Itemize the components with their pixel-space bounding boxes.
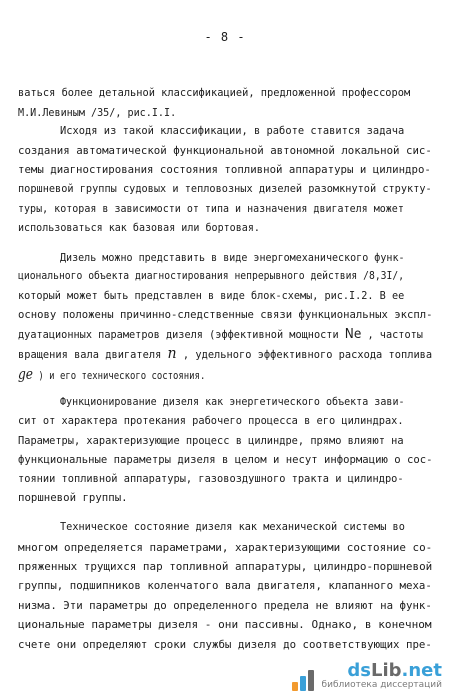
text-line [18, 289, 404, 303]
watermark-subtitle: библиотека диссертаций [321, 680, 442, 690]
text-line [18, 86, 410, 100]
text-line [18, 367, 205, 383]
text-line [18, 541, 432, 555]
watermark-logo [292, 662, 442, 691]
text-line [60, 395, 405, 409]
text-segment: , удельного эффективного расхода топлива [176, 348, 433, 361]
text-line [18, 269, 404, 283]
text-line [18, 221, 260, 235]
text-segment: Дизель можно представить в виде энергомеханического функ- [60, 251, 405, 264]
text-segment: , частоты [361, 328, 423, 341]
text-segment: вращения вала двигателя [18, 348, 168, 361]
text-segment: основу положены причинно-следственные связи функциональных экспл- [18, 308, 433, 321]
text-line [18, 434, 404, 448]
text-segment: туры, которая в зависимости от типа и назначения двигателя может [18, 202, 404, 215]
text-segment: функциональные параметры дизеля в целом и несут информацию о сос- [18, 453, 433, 466]
text-segment: ) и его технического состояния. [33, 369, 206, 382]
text-line [18, 144, 432, 158]
text-line [18, 638, 432, 652]
text-line [18, 491, 128, 505]
text-segment: тоянии топливной аппаратуры, газовоздушного тракта и цилиндро- [18, 472, 404, 485]
text-segment: Параметры, характеризующие процесс в цилиндре, прямо влияют на [18, 434, 404, 447]
text-line [18, 202, 404, 216]
text-line [60, 251, 405, 265]
text-line [18, 560, 432, 574]
text-segment: Функционирование дизеля как энергетического объекта зави- [60, 395, 405, 408]
text-segment: поршневой группы судовых и тепловозных дизелей разомкнутой структу- [18, 182, 432, 195]
text-line [60, 520, 405, 534]
text-segment: создания автоматической функциональной автономной локальной сис- [18, 144, 432, 157]
text-segment: который может быть представлен в виде блок-схемы, рис.I.2. В ее [18, 289, 405, 302]
bar-chart-icon [292, 669, 318, 691]
text-segment: использоваться как базовая или бортовая. [18, 221, 260, 234]
text-segment: поршневой группы. [18, 491, 128, 504]
text-segment: группы, подшипников коленчатого вала двигателя, клапанного меха- [18, 579, 432, 592]
text-line [18, 182, 432, 196]
text-segment: ваться более детальной классификацией, предложенной профессором [18, 86, 411, 99]
text-segment: М.И.Левиным /35/, рис.I.I. [18, 106, 177, 119]
text-segment: низма. Эти параметры до определенного предела не влияют на функ- [18, 599, 432, 612]
text-line [18, 472, 404, 486]
math-symbol: Ne [344, 327, 362, 342]
text-segment: Техническое состояние дизеля как механической системы во [60, 520, 405, 533]
text-line [18, 618, 432, 632]
watermark-brand: dsLib.net [347, 660, 442, 681]
text-line [18, 308, 432, 322]
page-number: - 8 - [204, 30, 246, 44]
text-segment: циональные параметры дизеля - они пассивны. Однако, в конечном [18, 618, 432, 631]
text-line [18, 346, 432, 362]
text-line [18, 106, 176, 120]
text-segment: сит от характера протекания рабочего процесса в его цилиндрах. [18, 414, 404, 427]
text-line [18, 163, 431, 177]
text-segment: Исходя из такой классификации, в работе ставится задача [60, 124, 405, 137]
text-segment: пряженных трущихся пар топливной аппаратуры, цилиндро-поршневой [18, 560, 433, 573]
text-line [18, 328, 423, 342]
text-segment: многом определяется параметрами, характеризующими состояние со- [18, 541, 433, 554]
text-line [18, 599, 432, 613]
math-symbol: n [167, 344, 177, 362]
text-line [18, 414, 404, 428]
text-segment: ционального объекта диагностирования непрерывного действия /8,3I/, [18, 269, 405, 282]
text-segment: счете они определяют сроки службы дизеля до соответствующих пре- [18, 638, 432, 651]
text-line [18, 453, 432, 467]
text-line [18, 579, 432, 593]
text-line [60, 124, 404, 138]
math-symbol: ge [18, 365, 34, 383]
text-segment: дуатационных параметров дизеля (эффективной мощности [18, 328, 345, 341]
text-segment: темы диагностирования состояния топливной аппаратуры и цилиндро- [18, 163, 431, 176]
